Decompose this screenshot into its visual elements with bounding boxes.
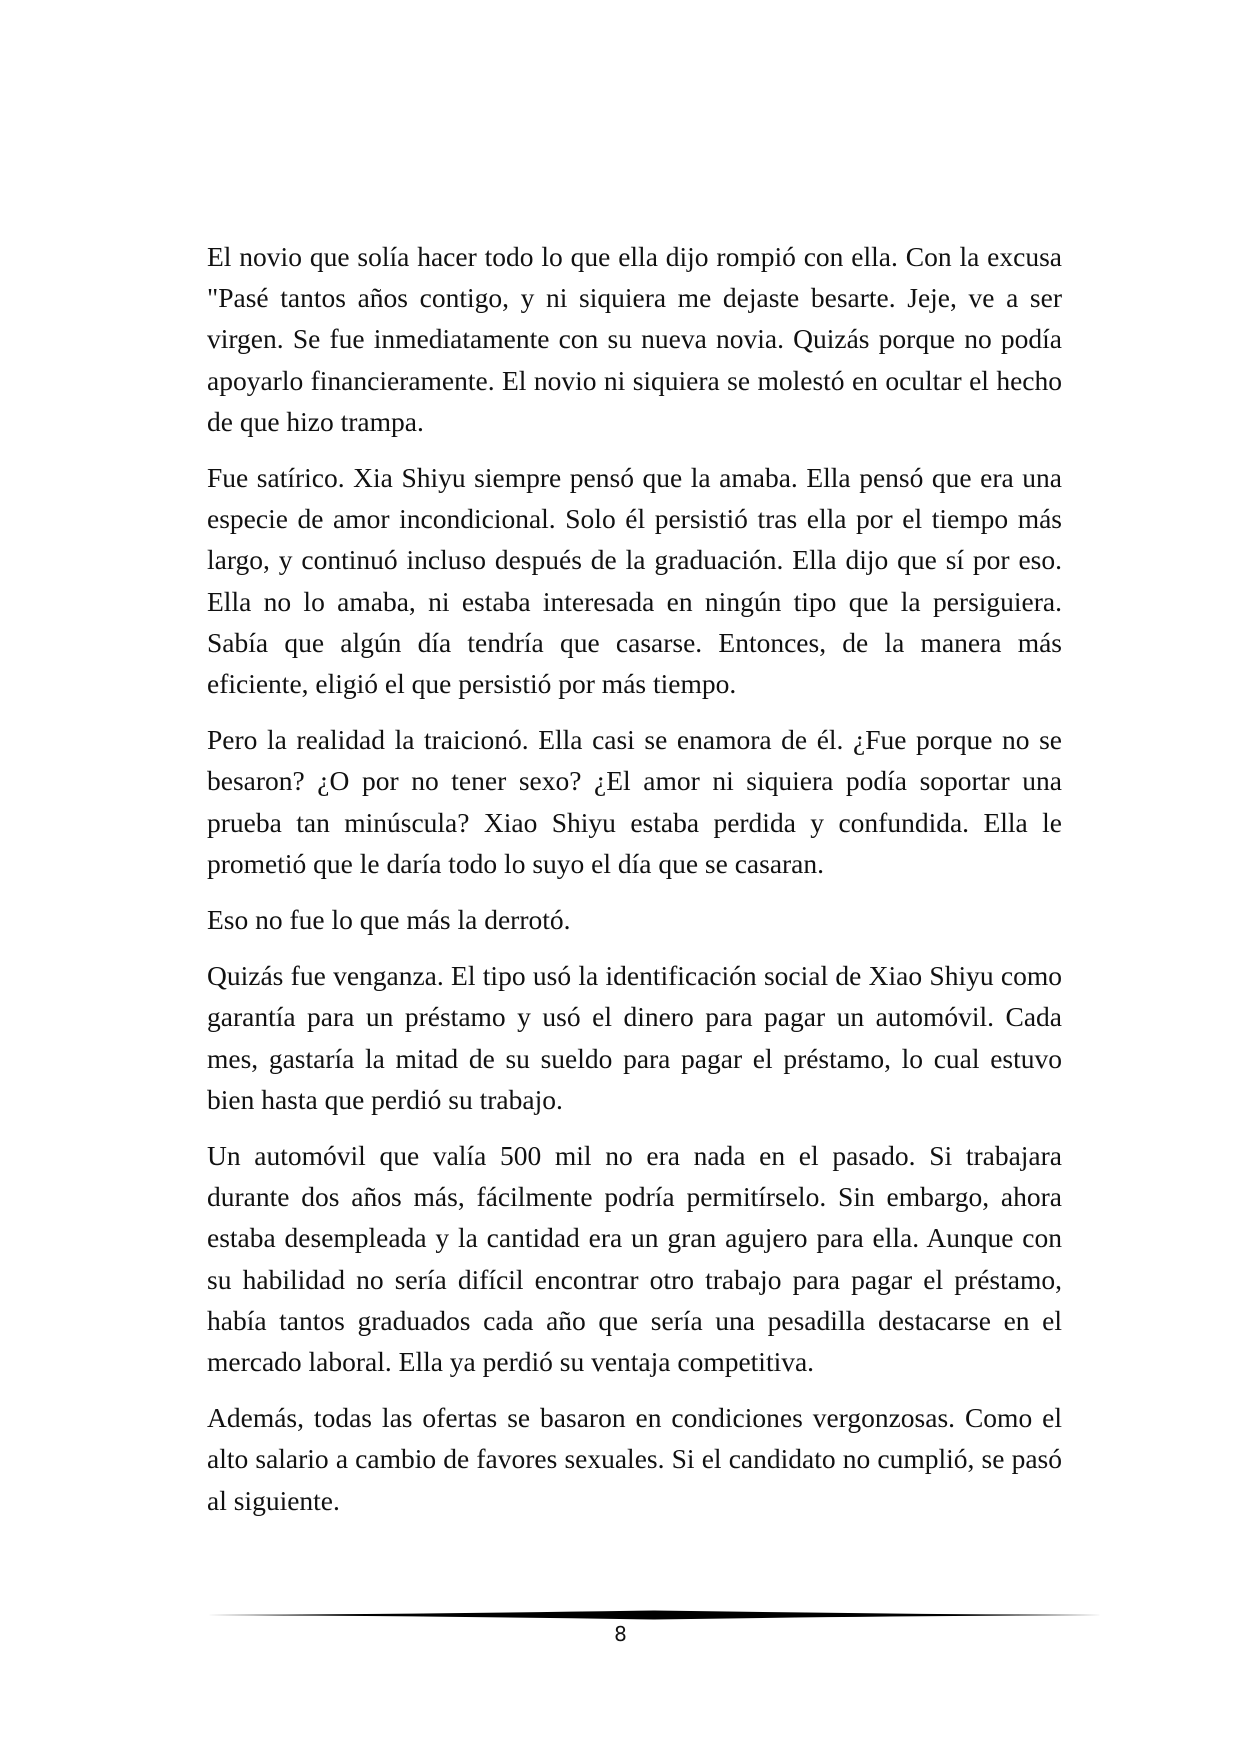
paragraph-4: Eso no fue lo que más la derrotó. (207, 904, 571, 936)
footer-divider (207, 1609, 1102, 1621)
paragraph-5: Quizás fue venganza. El tipo usó la identificación social de Xiao Shiyu como garantía para un préstamo y usó el dinero para pagar un automóvil. Cada mes, gastaría la mitad de su sueldo para pagar el préstamo, lo cual estuvo bien hasta que perdió su trabajo. (207, 960, 1062, 1115)
paragraph-1: El novio que solía hacer todo lo que ella dijo rompió con ella. Con la excusa "Pasé tantos años contigo, y ni siquiera me dejaste besarte. Jeje, ve a ser virgen. Se fue inmediatamente con su nueva novia. Quizás porque no podía apoyarlo financieramente. El novio ni siquiera se molestó en ocultar el hecho de que hizo trampa. (207, 241, 1062, 437)
paragraph-3: Pero la realidad la traicionó. Ella casi se enamora de él. ¿Fue porque no se besaron? ¿O por no tener sexo? ¿El amor ni siquiera podía soportar una prueba tan minúscula? Xiao Shiyu estaba perdida y confundida. Ella le prometió que le daría todo lo suyo el día que se casaran. (207, 724, 1062, 879)
body-text (207, 236, 1062, 1536)
page-number: 8 (614, 1622, 627, 1646)
paragraph-6: Un automóvil que valía 500 mil no era nada en el pasado. Si trabajara durante dos años más, fácilmente podría permitírselo. Sin embargo, ahora estaba desempleada y la cantidad era un gran agujero para ella. Aunque con su habilidad no sería difícil encontrar otro trabajo para pagar el préstamo, había tantos graduados cada año que sería una pesadilla destacarse en el mercado laboral. Ella ya perdió su ventaja competitiva. (207, 1140, 1062, 1378)
paragraph-7: Además, todas las ofertas se basaron en condiciones vergonzosas. Como el alto salario a cambio de favores sexuales. Si el candidato no cumplió, se pasó al siguiente. (207, 1402, 1062, 1516)
footer-divider-shape (207, 1611, 1102, 1620)
paragraph-2: Fue satírico. Xia Shiyu siempre pensó que la amaba. Ella pensó que era una especie de amor incondicional. Solo él persistió tras ella por el tiempo más largo, y continuó incluso después de la graduación. Ella dijo que sí por eso. Ella no lo amaba, ni estaba interesada en ningún tipo que la persiguiera. Sabía que algún día tendría que casarse. Entonces, de la manera más eficiente, eligió el que persistió por más tiempo. (207, 462, 1062, 700)
